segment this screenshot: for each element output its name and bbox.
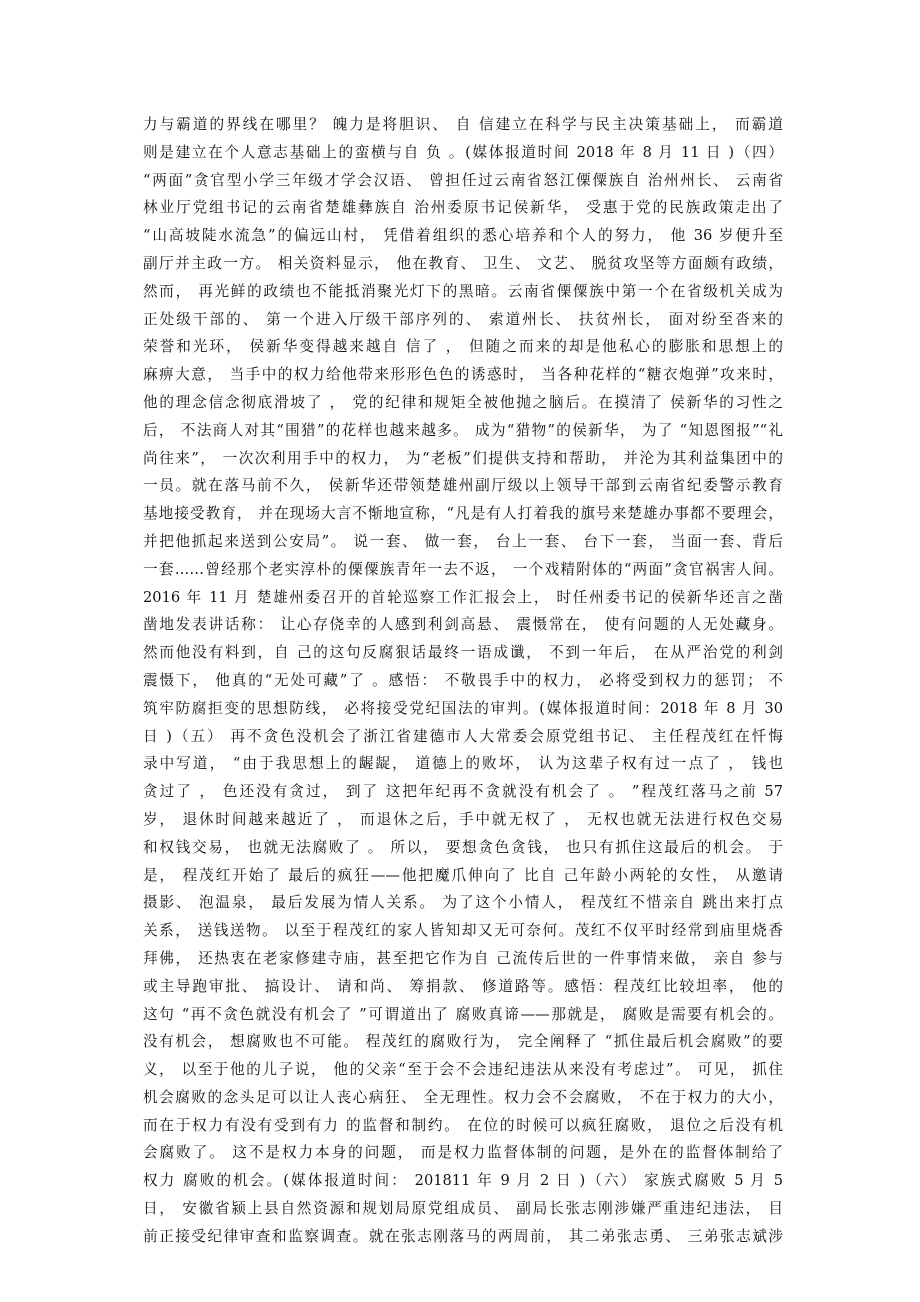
text-line: 前正接受纪律审查和监察调查。就在张志刚落马的两周前， 其二弟张志勇、 三弟张志斌涉: [143, 1227, 783, 1245]
text-line: 副厅并主政一方。 相关资料显示， 他在教育、 卫生、 文艺、 脱贫攻坚等方面颇有政绩，: [143, 254, 783, 272]
text-line: 会腐败了。 这不是权力本身的问题， 而是权力监督体制的问题，是外在的监督体制给了: [143, 1144, 783, 1162]
text-line: 日， 安徽省颍上县自然资源和规划局原党组成员、 副局长张志刚涉嫌严重违纪违法， 目: [143, 1200, 783, 1218]
text-line: 2016 年 11 月 楚雄州委召开的首轮巡察工作汇报会上， 时任州委书记的侯新华还言之凿: [143, 588, 783, 606]
text-line: 和权钱交易， 也就无法腐败了 。 所以， 要想贪色贪钱， 也只有抓住这最后的机会。 于: [143, 838, 783, 856]
text-line: 义， 以至于他的儿子说， 他的父亲“至于会不会违纪违法从来没有考虑过”。 可见， 抓住: [143, 1061, 783, 1079]
text-line: 权力 腐败的机会。(媒体报道时间： 201811 年 9 月 2 日 )（六） 家族式腐败 5 月 5: [143, 1172, 783, 1190]
text-line: 没有机会， 想腐败也不可能。 程茂红的腐败行为， 完全阐释了 “抓住最后机会腐败”的要: [143, 1033, 783, 1051]
text-line: 是， 程茂红开始了 最后的疯狂——他把魔爪伸向了 比自 己年龄小两轮的女性， 从邀请: [143, 866, 783, 884]
text-line: 后， 不法商人对其“围猎”的花样也越来越多。 成为“猎物”的侯新华， 为了 “知恩图报”“礼: [143, 421, 783, 439]
text-line: 一套……曾经那个老实淳朴的傈僳族青年一去不返， 一个戏精附体的“两面”贪官祸害人间。: [143, 560, 783, 578]
body-text: [143, 111, 783, 1251]
text-line: 然而他没有料到，自 己的这句反腐狠话最终一语成谶， 不到一年后， 在从严治党的利剑: [143, 644, 783, 662]
text-line: 或主导跑审批、 搞设计、 请和尚、 筹捐款、 修道路等。感悟：程茂红比较坦率， 他的: [143, 977, 783, 995]
text-line: 这句 “再不贪色就没有机会了 ”可谓道出了 腐败真谛——那就是， 腐败是需要有机会的。: [143, 1005, 783, 1023]
text-line: 日 )（五） 再不贪色没机会了浙江省建德市人大常委会原党组书记、 主任程茂红在忏悔: [143, 727, 783, 745]
text-line: 并把他抓起来送到公安局”。 说一套、 做一套， 台上一套、 台下一套， 当面一套、背后: [143, 532, 783, 550]
text-line: 麻痹大意， 当手中的权力给他带来形形色色的诱惑时， 当各种花样的“糖衣炮弹”攻来时，: [143, 366, 783, 384]
text-line: 一员。就在落马前不久， 侯新华还带领楚雄州副厅级以上领导干部到云南省纪委警示教育: [143, 477, 783, 495]
text-line: 荣誉和光环， 侯新华变得越来越自 信了 ， 但随之而来的却是他私心的膨胀和思想上的: [143, 338, 783, 356]
text-line: 而在于权力有没有受到有力 的监督和制约。 在位的时候可以疯狂腐败， 退位之后没有机: [143, 1116, 783, 1134]
text-line: 筑牢防腐拒变的思想防线， 必将接受党纪国法的审判。(媒体报道时间：2018 年 8 月 30: [143, 699, 783, 717]
text-line: 关系， 送钱送物。 以至于程茂红的家人皆知却又无可奈何。茂红不仅平时经常到庙里烧香: [143, 922, 783, 940]
text-line: 则是建立在个人意志基础上的蛮横与自 负 。(媒体报道时间 2018 年 8 月 11 日 )（四）: [143, 143, 783, 161]
text-line: 录中写道， “由于我思想上的龌龊， 道德上的败坏， 认为这辈子权有过一点了 ， 钱也: [143, 755, 783, 773]
text-line: 凿地发表讲话称： 让心存侥幸的人感到利剑高悬、 震慑常在， 使有问题的人无处藏身。: [143, 616, 783, 634]
text-line: 正处级干部的、 第一个进入厅级干部序列的、 索道州长、 扶贫州长， 面对纷至沓来的: [143, 310, 783, 328]
text-line: 尚往来”， 一次次利用手中的权力， 为“老板”们提供支持和帮助， 并沦为其利益集团中的: [143, 449, 783, 467]
text-line: 拜佛， 还热衷在老家修建寺庙，甚至把它作为自 己流传后世的一件事情来做， 亲自 参与: [143, 949, 783, 967]
text-line: 摄影、 泡温泉， 最后发展为情人关系。 为了这个小情人， 程茂红不惜亲自 跳出来打点: [143, 894, 783, 912]
text-line: 林业厅党组书记的云南省楚雄彝族自 治州委原书记侯新华， 受惠于党的民族政策走出了: [143, 199, 783, 217]
text-line: 岁， 退休时间越来越近了 ， 而退休之后，手中就无权了 ， 无权也就无法进行权色交易: [143, 810, 783, 828]
text-line: 力与霸道的界线在哪里？ 魄力是将胆识、 自 信建立在科学与民主决策基础上， 而霸道: [143, 116, 783, 133]
text-line: 机会腐败的念头足可以让人丧心病狂、 全无理性。权力会不会腐败， 不在于权力的大小，: [143, 1088, 783, 1106]
text-line: 震慑下， 他真的“无处可藏”了 。感悟： 不敬畏手中的权力， 必将受到权力的惩罚； 不: [143, 671, 783, 689]
text-line: 他的理念信念彻底滑坡了 ， 党的纪律和规矩全被他抛之脑后。在摸清了 侯新华的习性之: [143, 393, 783, 411]
text-line: 贪过了 ， 色还没有贪过， 到了 这把年纪再不贪就没有机会了 。 ”程茂红落马之前 57: [143, 783, 783, 801]
text-line: “两面”贪官型小学三年级才学会汉语、 曾担任过云南省怒江傈僳族自 治州州长、 云南省: [143, 171, 783, 189]
text-line: 然而， 再光鲜的政绩也不能抵消聚光灯下的黑暗。云南省傈僳族中第一个在省级机关成为: [143, 282, 783, 300]
text-line: 基地接受教育， 并在现场大言不惭地宣称，“凡是有人打着我的旗号来楚雄办事都不要理会，: [143, 505, 783, 523]
text-line: “山高坡陡水流急”的偏远山村， 凭借着组织的悉心培养和个人的努力， 他 36 岁便升至: [143, 227, 783, 245]
